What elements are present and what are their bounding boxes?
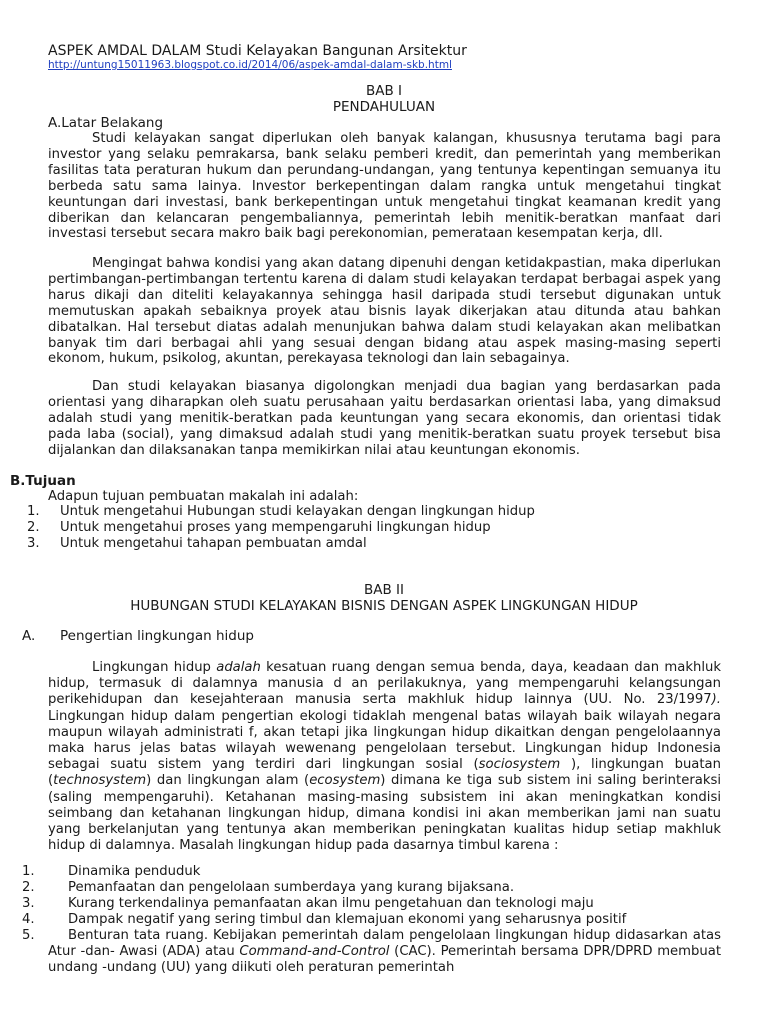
text-run: kesatuan ruang dengan semua benda, daya, keadaan dan makhluk hidup, termasuk di dalamnya manusia d an perilakuknya, yang mempengaruhi kelangsungan perikehidupan dan kesejahteraan manusia serta makhluk hidup lainnya (UU. No. 23/1997 (48, 660, 721, 708)
section-heading-pengertian: Pengertian lingkungan hidup (60, 628, 254, 644)
text-run-italic: ecosystem (309, 773, 381, 789)
text-run-italic: adalah (216, 660, 261, 675)
text-run-italic: technosystem (53, 773, 147, 789)
text-run-italic: sociosystem (478, 757, 561, 773)
paragraph-2: Mengingat bahwa kondisi yang akan datang dipenuhi dengan ketidakpastian, maka diperlukan pertimbangan-pertimbangan tertentu karena di dalam studi kelayakan terdapat berbagai aspek yang harus dikaji dan diteliti kelayakannya sehingga hasil daripada studi tersebut digunakan untuk memutuskan apakah sebaiknya proyek atau bisnis layak dikerjakan atau ditunda atau bahkan dibatalkan. Hal tersebut diatas adalah menunjukan bahwa dalam studi kelayakan akan melibatkan banyak tim dari berbagai ahli yang sesuai dengan bidang atau aspek masing-masing seperti ekonom, hukum, psikolog, akuntan, perekayasa teknologi dan lain sebagainya. (48, 256, 721, 367)
list-number: 4. (22, 912, 35, 927)
chapter-1-title: PENDAHULUAN (332, 99, 436, 115)
list-number: 2. (27, 520, 40, 535)
text-run: ), lingkungan buatan ( (48, 757, 721, 789)
list-text: Untuk mengetahui tahapan pembuatan amdal (60, 536, 367, 551)
text-run-italic: Command-and-Control (239, 944, 390, 960)
list-text: Pemanfaatan dan pengelolaan sumberdaya yang kurang bijaksana. (68, 880, 515, 895)
chapter-1-label: BAB I (365, 83, 403, 99)
section-number-a: A. (22, 628, 36, 644)
list-text (48, 928, 721, 977)
list-number: 5. (22, 928, 35, 943)
paragraph-lingkungan-hidup (48, 660, 721, 854)
goals-intro: Adapun tujuan pembuatan makalah ini adalah: (48, 489, 359, 504)
text-run: Lingkungan hidup dalam pengertian ekologi tidaklah mengenal batas wilayah baik wilayah negara maupun wilayah administrati f, akan tetapi jika lingkungan hidup dikaitkan dengan pengelolaannya maka harus jelas batas wilayah wewenang pengelolaan tersebut. Lingkungan hidup Indonesia sebagai suatu sistem yang terdiri dari lingkungan sosial ( (48, 708, 721, 773)
text-run: ) dan lingkungan alam ( (146, 773, 310, 789)
list-text: Untuk mengetahui Hubungan studi kelayakan dengan lingkungan hidup (60, 504, 535, 519)
list-text: Untuk mengetahui proses yang mempengaruhi lingkungan hidup (60, 520, 491, 535)
chapter-2-title: HUBUNGAN STUDI KELAYAKAN BISNIS DENGAN ASPEK LINGKUNGAN HIDUP (130, 598, 638, 614)
text-run-italic: ). (711, 692, 721, 708)
section-heading-tujuan: B.Tujuan (10, 473, 76, 489)
text-run: (CAC). Pemerintah bersama DPR/DPRD membuat undang -undang (UU) yang diikuti oleh peraturan pemerintah (48, 944, 721, 976)
list-number: 1. (27, 504, 40, 519)
paragraph-1: Studi kelayakan sangat diperlukan oleh banyak kalangan, khususnya terutama bagi para investor yang selaku pemrakarsa, bank selaku pemberi kredit, dan pemerintah yang memberikan fasilitas tata peraturan hukum dan perundang-undangan, yang tentunya kepentingan semuanya itu berbeda satu sama lainya. Investor berkepentingan dalam rangka untuk mengetahui tingkat keuntungan dari investasi, bank berkepentingan untuk mengetahui tingkat keamanan kredit yang diberikan dan kelancaran pengembaliannya, pemerintah lebih menitik-beratkan manfaat dari investasi tersebut secara makro baik bagi perekonomian, pemerataan kesempatan kerja, dll. (48, 131, 721, 242)
list-number: 1. (22, 864, 35, 879)
list-number: 3. (27, 536, 40, 551)
document-title: ASPEK AMDAL DALAM Studi Kelayakan Bangunan Arsitektur (48, 43, 467, 59)
text-run: ) dimana ke tiga sub sistem ini saling berinteraksi (saling mempengaruhi). Ketahanan masing-masing subsistem ini akan meningkatkan kondisi seimbang dan ketahanan lingkungan hidup, dimana kondisi ini akan memberikan jami nan suatu yang berkelanjutan yang tentunya akan memberikan peningkatan kualitas hidup setiap makhluk hidup di dalamnya. Masalah lingkungan hidup pada dasarnya timbul karena : (48, 773, 721, 854)
list-text: Dampak negatif yang sering timbul dan klemajuan ekonomi yang seharusnya positif (68, 912, 627, 927)
list-number: 3. (22, 896, 35, 911)
source-link[interactable]: http://untung15011963.blogspot.co.id/2014/06/aspek-amdal-dalam-skb.html (48, 59, 452, 71)
chapter-2-label: BAB II (363, 582, 404, 598)
paragraph-3: Dan studi kelayakan biasanya digolongkan menjadi dua bagian yang berdasarkan pada orientasi yang diharapkan oleh suatu perusahaan yaitu berdasarkan orientasi laba, yang dimaksud adalah studi yang menitik-beratkan pada keuntungan yang secara ekonomis, dan orientasi tidak pada laba (social), yang dimaksud adalah studi yang menitik-beratkan suatu proyek tersebut bisa dijalankan dan dilaksanakan tanpa memikirkan nilai atau keuntungan ekonomis. (48, 379, 721, 458)
list-number: 2. (22, 880, 35, 895)
text-run: Lingkungan hidup (92, 660, 217, 675)
section-heading-latar-belakang: A.Latar Belakang (48, 115, 164, 131)
list-text: Kurang terkendalinya pemanfaatan akan ilmu pengetahuan dan teknologi maju (68, 896, 594, 911)
list-text: Dinamika penduduk (68, 864, 201, 879)
text-run: Benturan tata ruang. Kebijakan pemerintah dalam pengelolaan lingkungan hidup didasarkan atas Atur -dan- Awasi (ADA) atau (48, 928, 721, 960)
